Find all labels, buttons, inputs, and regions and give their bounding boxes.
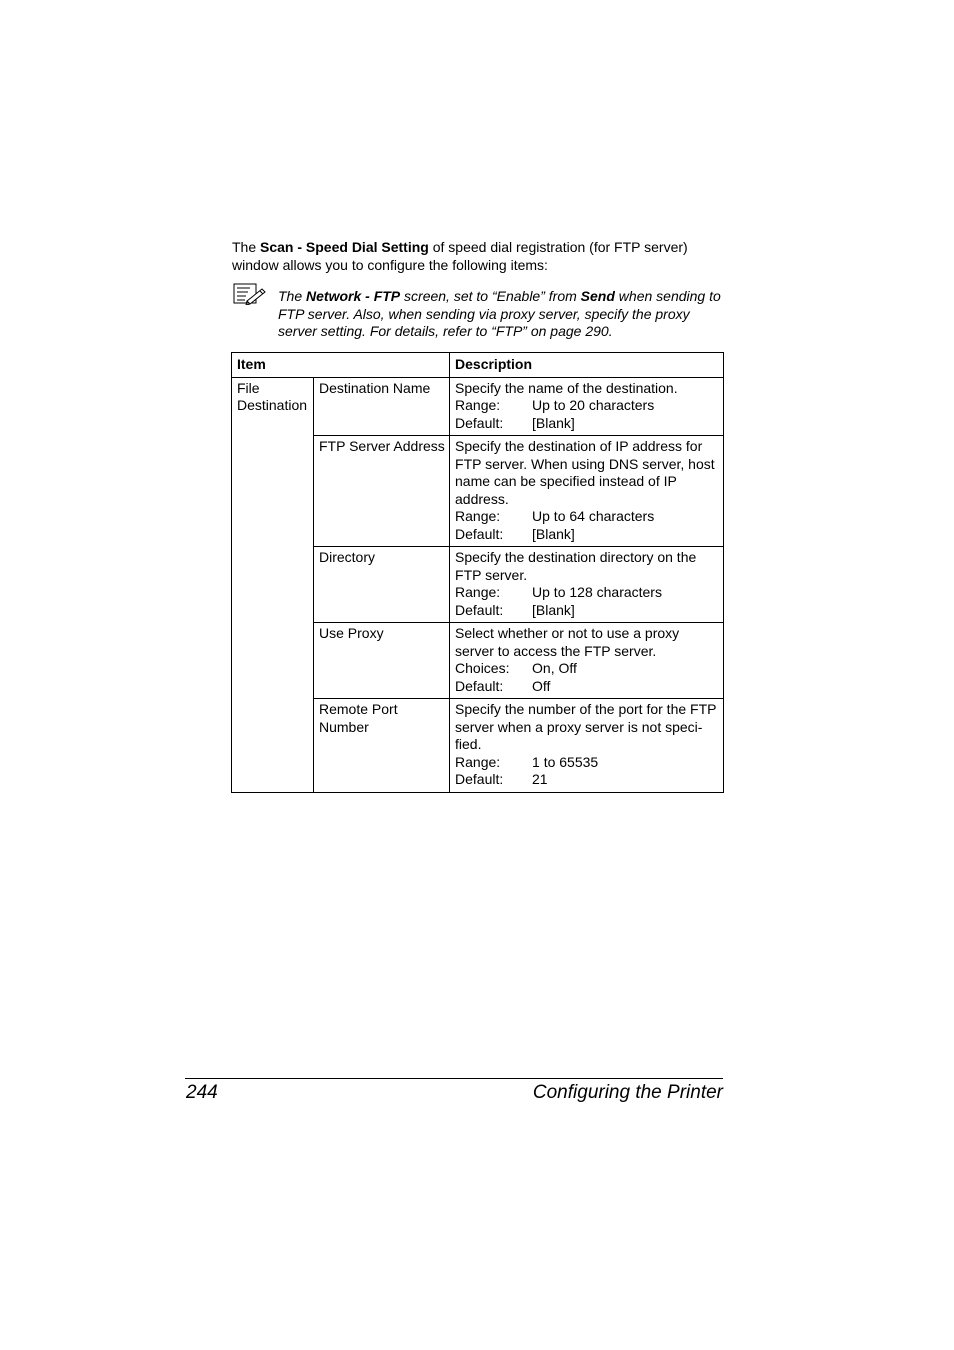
attribute-key: Range:	[455, 584, 501, 600]
intro-prefix: The	[232, 239, 261, 255]
table-header-row	[232, 353, 724, 378]
attribute-value: [Blank]	[532, 414, 575, 431]
item-description	[450, 436, 724, 547]
chapter-title: Configuring the Printer	[532, 1082, 723, 1103]
attribute-line	[455, 678, 719, 696]
item-name: Remote Port Number	[314, 699, 450, 793]
attribute-value: 1 to 65535	[532, 753, 599, 770]
attribute-line	[455, 660, 719, 678]
attribute-key: Default:	[455, 525, 504, 542]
settings-table	[231, 352, 724, 793]
group-label-file-destination: File Destination	[232, 377, 314, 792]
attribute-line	[455, 754, 719, 772]
note-pencil-icon	[233, 283, 267, 305]
attribute-line	[455, 602, 719, 620]
attribute-line	[455, 397, 719, 415]
attribute-value: Up to 64 characters	[532, 508, 655, 524]
header-item: Item	[232, 353, 450, 378]
item-description	[450, 547, 724, 623]
description-text: Select whether or not to use a proxy server to access the FTP server.	[455, 625, 680, 659]
intro-window-name: Scan - Speed Dial Setting	[260, 239, 429, 255]
attribute-key: Range:	[455, 753, 501, 770]
attribute-value: On, Off	[532, 660, 577, 676]
attribute-key: Default:	[455, 601, 504, 618]
description-text: Specify the number of the port for the FTP server when a proxy server is not speci-fied.	[455, 701, 717, 752]
note-part: screen, set to “Enable” from	[400, 288, 581, 304]
attribute-value: [Blank]	[532, 525, 575, 542]
description-text: Specify the destination directory on the FTP server.	[455, 549, 697, 583]
item-name: Destination Name	[314, 377, 450, 436]
attribute-key: Default:	[455, 771, 504, 787]
attribute-value: 21	[532, 771, 548, 787]
item-name: Directory	[314, 547, 450, 623]
attribute-key: Default:	[455, 414, 504, 431]
intro-paragraph	[232, 238, 722, 274]
attribute-line	[455, 771, 719, 789]
note-text	[278, 288, 724, 341]
note-send-label: Send	[580, 288, 615, 304]
intro-suffix: of speed dial registration (for FTP server) window allows you to configure the following items:	[232, 239, 688, 273]
attribute-key: Range:	[455, 508, 501, 524]
attribute-key: Default:	[455, 677, 504, 694]
page-number: 244	[186, 1082, 218, 1103]
attribute-line	[455, 526, 719, 544]
footer-divider	[185, 1078, 723, 1079]
note-part: The	[278, 288, 307, 304]
item-name: FTP Server Address	[314, 436, 450, 547]
attribute-value: Up to 128 characters	[532, 584, 662, 600]
item-description	[450, 699, 724, 793]
attribute-key: Choices:	[455, 660, 510, 676]
attribute-line	[455, 584, 719, 602]
description-text: Specify the name of the destination.	[455, 379, 678, 396]
attribute-line	[455, 508, 719, 526]
attribute-value: Up to 20 characters	[532, 397, 655, 413]
attribute-line	[455, 415, 719, 433]
table-row	[232, 377, 724, 436]
description-text: Specify the destination of IP address for FTP server. When using DNS server, host name can be specified instead of IP address.	[455, 438, 715, 507]
attribute-value: Off	[532, 677, 551, 694]
item-description	[450, 623, 724, 699]
attribute-key: Range:	[455, 397, 501, 413]
attribute-value: [Blank]	[532, 601, 575, 618]
note-screen-name: Network - FTP	[306, 288, 401, 304]
item-description	[450, 377, 724, 436]
note-part: when sending to FTP server. Also, when sending via proxy server, specify the proxy server setting. For details, refer to “FTP” on page 290.	[278, 288, 721, 339]
item-name: Use Proxy	[314, 623, 450, 699]
header-description: Description	[450, 353, 724, 378]
